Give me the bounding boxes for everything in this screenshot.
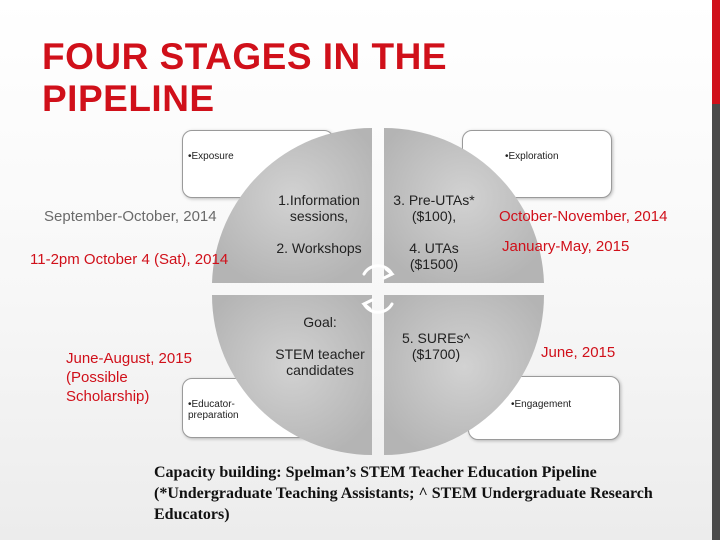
quadrant-top-right-text: 3. Pre-UTAs* ($100), 4. UTAs ($1500)	[393, 192, 475, 272]
date-oct-4-2014: 11-2pm October 4 (Sat), 2014	[30, 251, 229, 268]
stage-label-engagement: •Engagement	[511, 399, 572, 410]
date-jun-aug-2015: June-August, 2015 (Possible Scholarship)	[66, 350, 192, 405]
date-june-2015: June, 2015	[541, 344, 616, 361]
stage-label-educator-preparation: •Educator- preparation	[188, 399, 239, 421]
pipeline-circle	[212, 128, 544, 458]
date-jan-may-2015: January-May, 2015	[502, 238, 630, 255]
quadrant-bottom-left-text: Goal: STEM teacher candidates	[275, 314, 365, 378]
quadrant-bottom-right	[384, 295, 544, 455]
quadrant-bottom-right-text: 5. SUREs^ ($1700)	[401, 330, 471, 362]
slide-title: FOUR STAGES IN THE PIPELINE	[42, 36, 448, 119]
date-sep-oct-2014: September-October, 2014	[44, 208, 217, 225]
stage-label-exposure: •Exposure	[188, 151, 234, 162]
date-oct-nov-2014: October-November, 2014	[499, 208, 668, 225]
quadrant-top-left-text: 1.Information sessions, 2. Workshops	[276, 192, 362, 256]
stage-label-exploration: •Exploration	[505, 151, 559, 162]
slide-caption: Capacity building: Spelman’s STEM Teacher Education Pipeline (*Undergraduate Teaching Assistants; ^ STEM Undergraduate Research Educators)	[154, 464, 653, 523]
right-edge-accent	[712, 0, 720, 104]
